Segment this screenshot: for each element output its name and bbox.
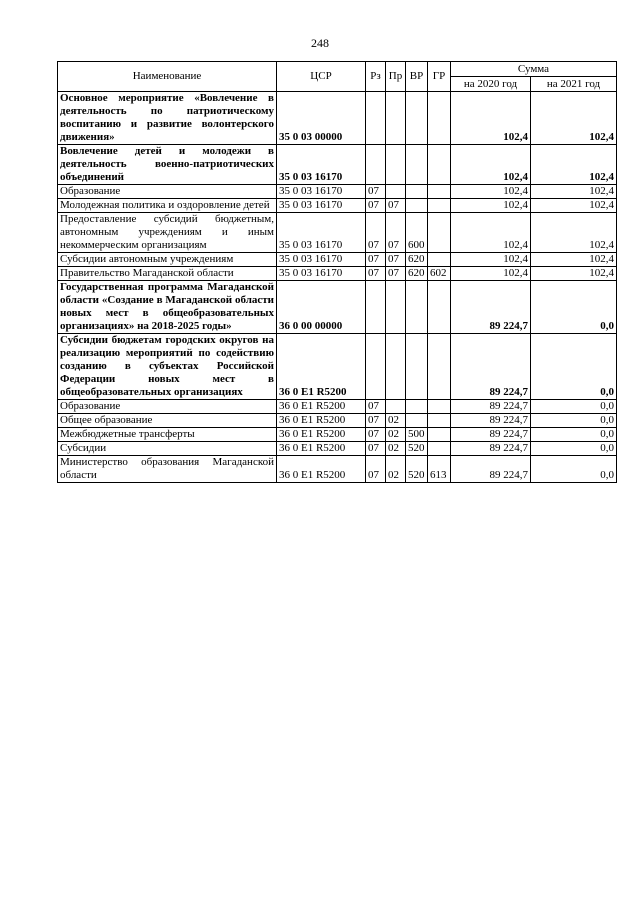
cell-vr: 620	[406, 267, 428, 281]
cell-pr: 02	[386, 442, 406, 456]
cell-sum-2021: 0,0	[531, 428, 617, 442]
cell-name: Межбюджетные трансферты	[58, 428, 277, 442]
cell-rz	[366, 92, 386, 145]
table-header	[58, 62, 617, 92]
cell-name: Образование	[58, 400, 277, 414]
header-vr: ВР	[406, 62, 428, 92]
table-row	[58, 145, 617, 185]
cell-sum-2020: 102,4	[451, 145, 531, 185]
cell-rz	[366, 334, 386, 400]
cell-gr	[428, 145, 451, 185]
cell-csr: 35 0 03 16170	[277, 145, 366, 185]
cell-vr	[406, 145, 428, 185]
cell-csr: 36 0 E1 R5200	[277, 428, 366, 442]
cell-csr: 36 0 E1 R5200	[277, 442, 366, 456]
cell-rz: 07	[366, 414, 386, 428]
cell-rz: 07	[366, 185, 386, 199]
cell-gr	[428, 199, 451, 213]
cell-vr	[406, 334, 428, 400]
cell-rz: 07	[366, 442, 386, 456]
table-row	[58, 92, 617, 145]
cell-vr: 620	[406, 253, 428, 267]
cell-sum-2021: 102,4	[531, 253, 617, 267]
cell-sum-2020: 102,4	[451, 199, 531, 213]
cell-rz: 07	[366, 199, 386, 213]
cell-name: Субсидии бюджетам городских округов на реализацию мероприятий по содействию созданию в субъектах Российской Федерации новых мест в общеобразовательных организациях	[58, 334, 277, 400]
cell-name: Основное мероприятие «Вовлечение в деятельность по патриотическому воспитанию и развитие волонтерского движения»	[58, 92, 277, 145]
table-row	[58, 442, 617, 456]
cell-csr: 35 0 03 16170	[277, 185, 366, 199]
cell-vr	[406, 199, 428, 213]
cell-rz: 07	[366, 428, 386, 442]
cell-sum-2021: 0,0	[531, 281, 617, 334]
cell-rz	[366, 145, 386, 185]
cell-rz: 07	[366, 253, 386, 267]
cell-sum-2020: 89 224,7	[451, 428, 531, 442]
table-row	[58, 428, 617, 442]
cell-rz: 07	[366, 213, 386, 253]
cell-csr: 35 0 03 16170	[277, 213, 366, 253]
cell-gr	[428, 185, 451, 199]
cell-sum-2021: 0,0	[531, 400, 617, 414]
cell-sum-2021: 102,4	[531, 185, 617, 199]
cell-name: Государственная программа Магаданской области «Создание в Магаданской области новых мест в общеобразовательных организациях» на 2018-2025 годы»	[58, 281, 277, 334]
table-row	[58, 213, 617, 253]
cell-name: Министерство образования Магаданской области	[58, 456, 277, 483]
cell-sum-2020: 89 224,7	[451, 456, 531, 483]
table-row	[58, 334, 617, 400]
cell-sum-2020: 102,4	[451, 213, 531, 253]
cell-sum-2021: 0,0	[531, 442, 617, 456]
cell-name: Общее образование	[58, 414, 277, 428]
cell-name: Субсидии автономным учреждениям	[58, 253, 277, 267]
cell-sum-2021: 102,4	[531, 145, 617, 185]
cell-sum-2020: 89 224,7	[451, 400, 531, 414]
cell-sum-2020: 89 224,7	[451, 442, 531, 456]
cell-sum-2021: 102,4	[531, 213, 617, 253]
cell-vr	[406, 92, 428, 145]
cell-vr	[406, 400, 428, 414]
page-number: 248	[311, 36, 329, 50]
cell-sum-2021: 102,4	[531, 267, 617, 281]
table-row	[58, 199, 617, 213]
cell-pr	[386, 334, 406, 400]
cell-pr: 07	[386, 199, 406, 213]
cell-gr	[428, 414, 451, 428]
cell-sum-2020: 102,4	[451, 253, 531, 267]
cell-name: Молодежная политика и оздоровление детей	[58, 199, 277, 213]
cell-csr: 36 0 E1 R5200	[277, 334, 366, 400]
cell-gr	[428, 281, 451, 334]
budget-table	[57, 61, 617, 483]
cell-gr	[428, 442, 451, 456]
cell-rz	[366, 281, 386, 334]
cell-gr: 602	[428, 267, 451, 281]
table-body	[58, 92, 617, 483]
cell-pr: 07	[386, 253, 406, 267]
table-row	[58, 253, 617, 267]
cell-gr	[428, 334, 451, 400]
cell-csr: 35 0 03 00000	[277, 92, 366, 145]
cell-sum-2020: 102,4	[451, 92, 531, 145]
cell-pr	[386, 145, 406, 185]
table-row	[58, 414, 617, 428]
cell-vr	[406, 414, 428, 428]
cell-csr: 35 0 03 16170	[277, 199, 366, 213]
cell-sum-2021: 0,0	[531, 414, 617, 428]
cell-gr	[428, 92, 451, 145]
cell-pr	[386, 400, 406, 414]
cell-csr: 36 0 00 00000	[277, 281, 366, 334]
cell-sum-2020: 102,4	[451, 267, 531, 281]
cell-rz: 07	[366, 456, 386, 483]
cell-csr: 36 0 E1 R5200	[277, 414, 366, 428]
cell-gr	[428, 253, 451, 267]
cell-sum-2021: 102,4	[531, 92, 617, 145]
table-row	[58, 400, 617, 414]
cell-rz: 07	[366, 267, 386, 281]
header-rz: Рз	[366, 62, 386, 92]
cell-csr: 36 0 E1 R5200	[277, 456, 366, 483]
cell-csr: 35 0 03 16170	[277, 253, 366, 267]
cell-csr: 36 0 E1 R5200	[277, 400, 366, 414]
cell-vr: 520	[406, 442, 428, 456]
cell-sum-2021: 0,0	[531, 334, 617, 400]
cell-pr	[386, 185, 406, 199]
cell-sum-2020: 89 224,7	[451, 414, 531, 428]
header-gr: ГР	[428, 62, 451, 92]
cell-gr: 613	[428, 456, 451, 483]
cell-sum-2020: 89 224,7	[451, 281, 531, 334]
header-year-2021: на 2021 год	[531, 77, 617, 92]
cell-sum-2020: 89 224,7	[451, 334, 531, 400]
cell-csr: 35 0 03 16170	[277, 267, 366, 281]
cell-gr	[428, 213, 451, 253]
table-row	[58, 281, 617, 334]
header-year-2020: на 2020 год	[451, 77, 531, 92]
cell-name: Субсидии	[58, 442, 277, 456]
cell-pr: 02	[386, 428, 406, 442]
cell-vr	[406, 185, 428, 199]
cell-pr: 02	[386, 414, 406, 428]
cell-vr: 500	[406, 428, 428, 442]
cell-name: Правительство Магаданской области	[58, 267, 277, 281]
table-row	[58, 456, 617, 483]
cell-name: Образование	[58, 185, 277, 199]
cell-sum-2021: 102,4	[531, 199, 617, 213]
cell-vr: 600	[406, 213, 428, 253]
cell-name: Предоставление субсидий бюджетным, автономным учреждениям и иным некоммерческим организациям	[58, 213, 277, 253]
cell-pr	[386, 92, 406, 145]
header-sum: Сумма	[451, 62, 617, 77]
cell-vr	[406, 281, 428, 334]
cell-pr: 07	[386, 213, 406, 253]
cell-pr: 07	[386, 267, 406, 281]
cell-vr: 520	[406, 456, 428, 483]
cell-sum-2021: 0,0	[531, 456, 617, 483]
header-name: Наименование	[58, 62, 277, 92]
header-csr: ЦСР	[277, 62, 366, 92]
cell-pr	[386, 281, 406, 334]
cell-gr	[428, 400, 451, 414]
cell-name: Вовлечение детей и молодежи в деятельность военно-патриотических объединений	[58, 145, 277, 185]
cell-sum-2020: 102,4	[451, 185, 531, 199]
cell-pr: 02	[386, 456, 406, 483]
table-row	[58, 185, 617, 199]
table-row	[58, 267, 617, 281]
header-pr: Пр	[386, 62, 406, 92]
cell-gr	[428, 428, 451, 442]
cell-rz: 07	[366, 400, 386, 414]
